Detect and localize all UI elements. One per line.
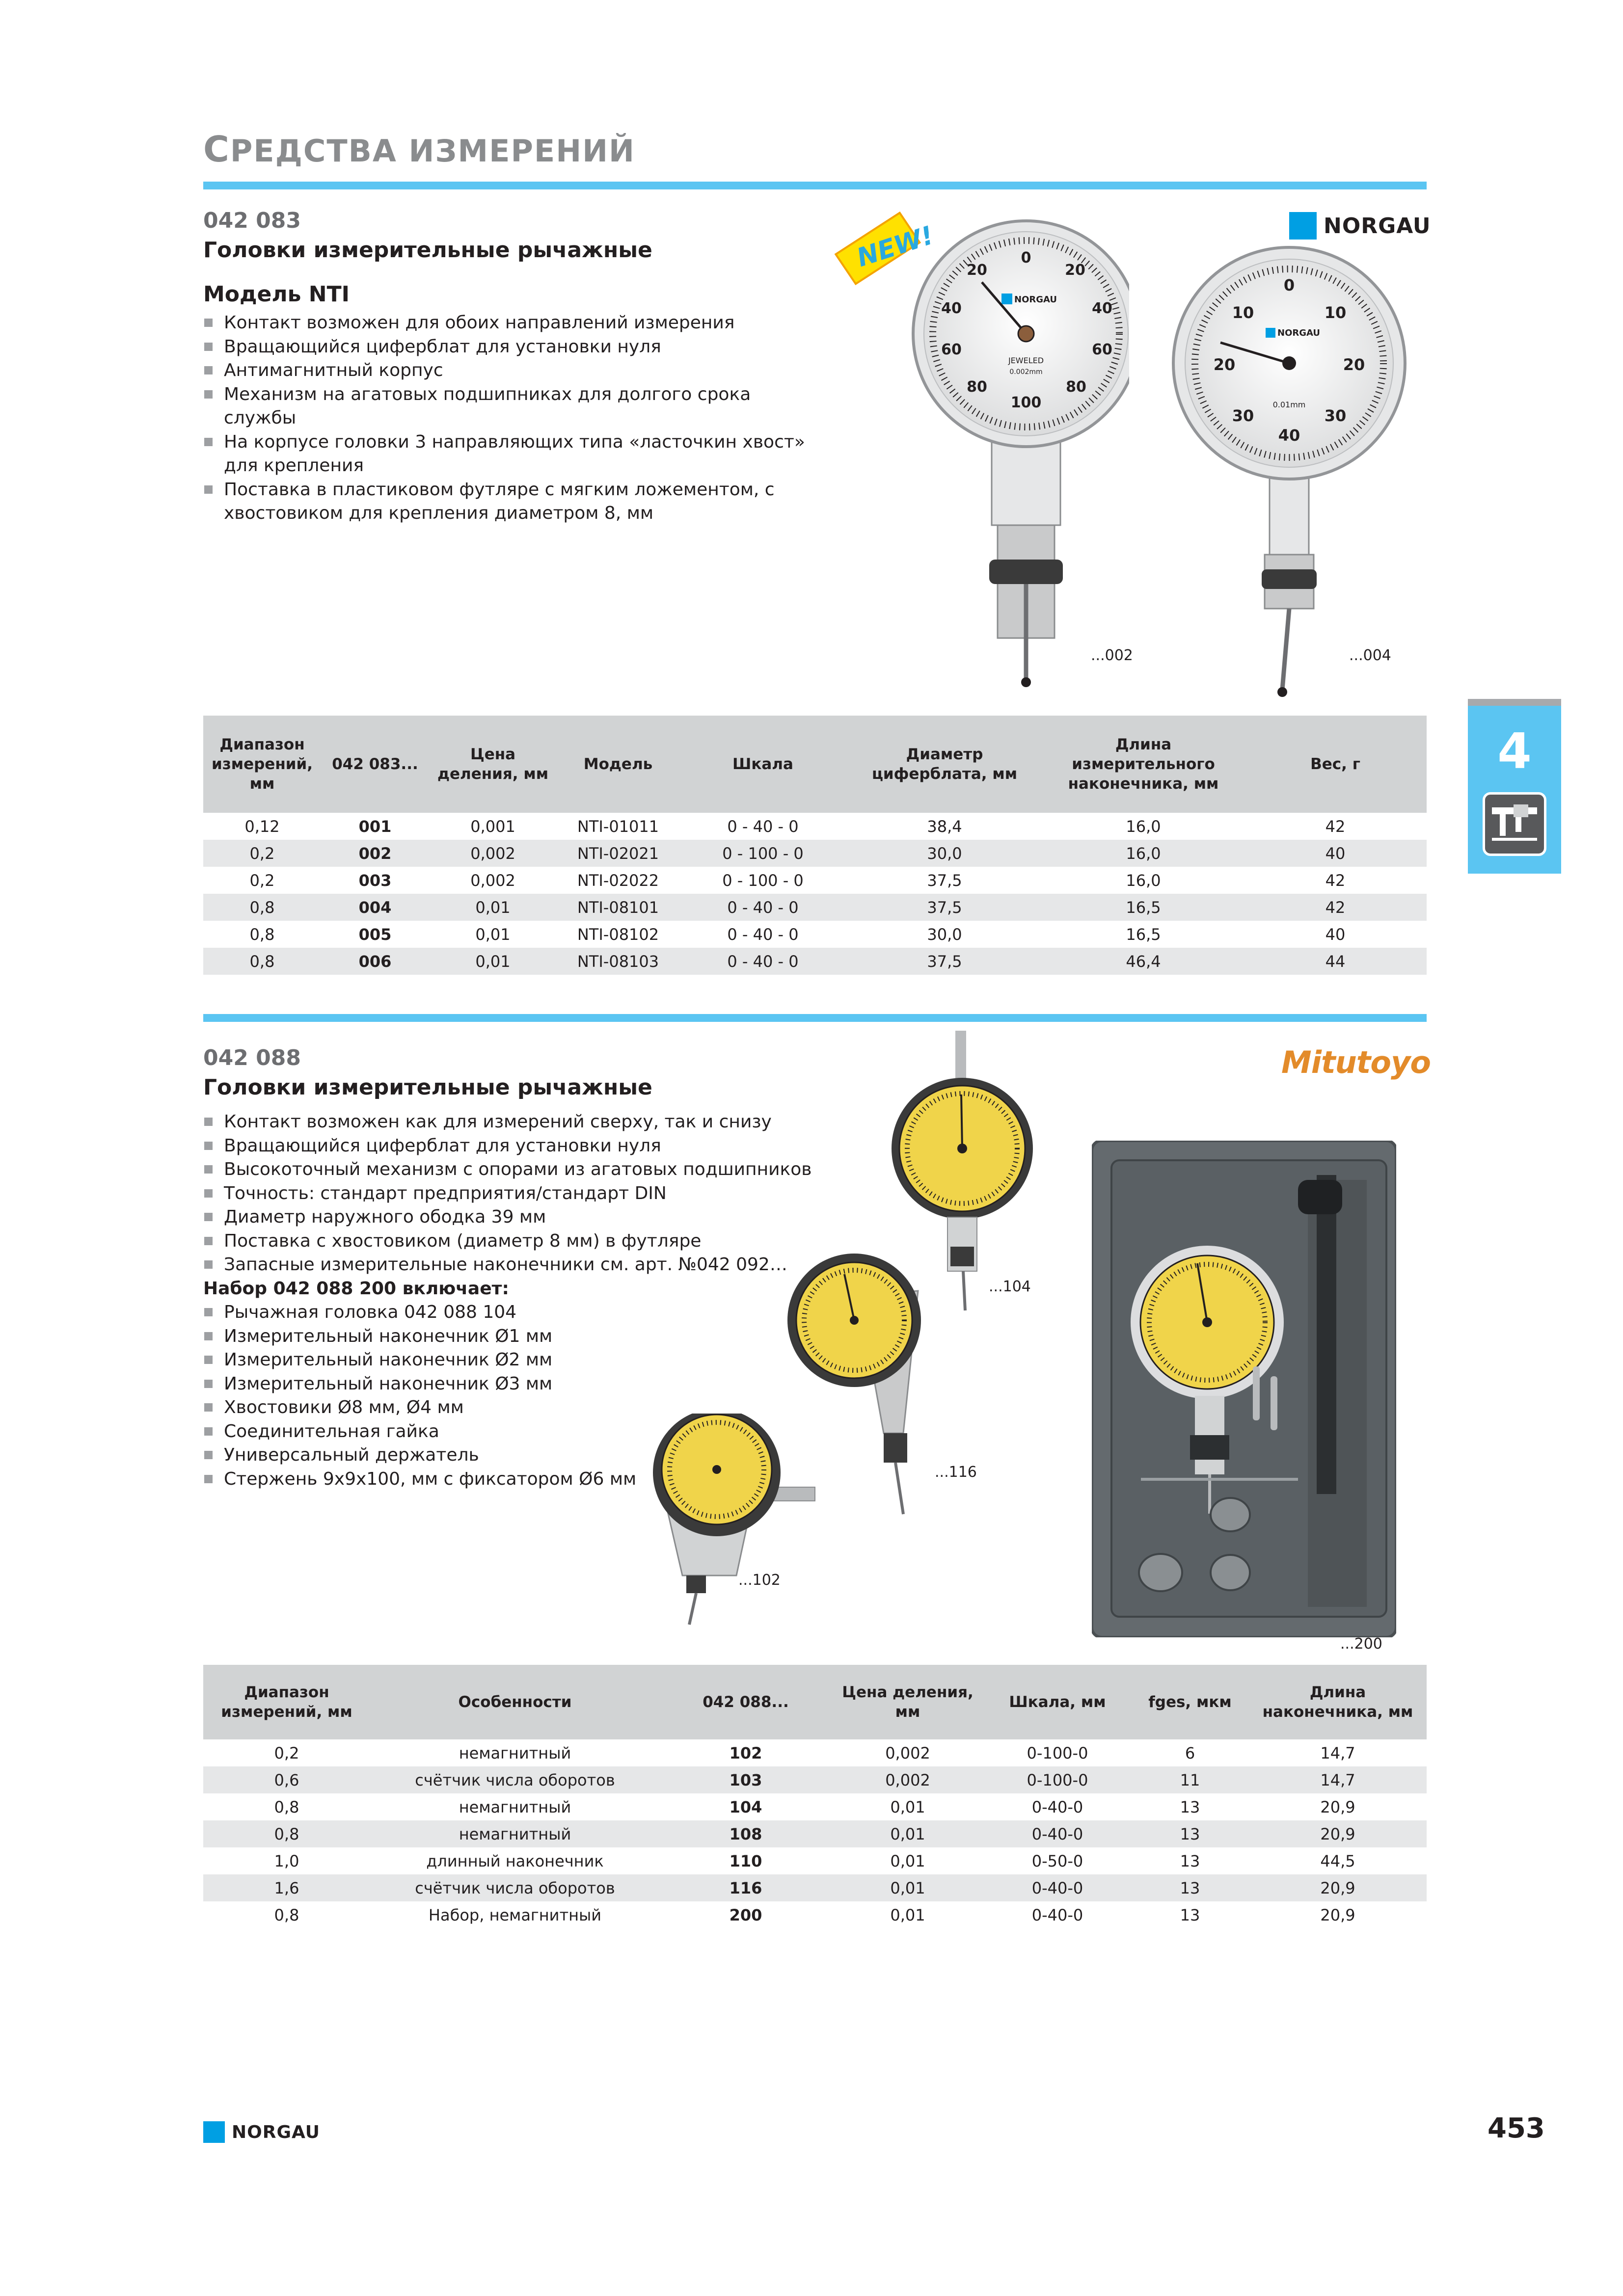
chapter-number: 4 [1497, 722, 1532, 780]
product-image-mitutoyo-102 [638, 1414, 825, 1629]
table-cell: 0-40-0 [1031, 1905, 1083, 1924]
table-cell: 13 [1180, 1905, 1200, 1924]
table-cell: 0,8 [274, 1797, 299, 1816]
norgau-logo-text: NORGAU [1324, 213, 1431, 239]
table-cell: 37,5 [846, 894, 1043, 921]
section1-title: Головки измерительные рычажные [203, 238, 652, 263]
svg-text:40: 40 [1278, 426, 1300, 445]
table-header-cell: Диапазон измерений, мм [203, 716, 321, 813]
table-row [203, 948, 1427, 975]
set-item: Универсальный держатель [203, 1443, 812, 1468]
table-header-cell: Длина наконечника, мм [1249, 1665, 1427, 1739]
table-cell: NTI-08103 [557, 948, 679, 975]
feature-item: Механизм на агатовых подшипниках для долгого срока службы [203, 383, 817, 430]
table-header-cell: Диапазон измерений, мм [203, 1665, 370, 1739]
table-cell: 37,5 [846, 948, 1043, 975]
spec-table-042-088 [203, 1665, 1427, 1928]
table-cell: 0,002 [885, 1743, 930, 1762]
table-cell: 0,2 [203, 840, 321, 867]
table-cell: 16,5 [1043, 894, 1244, 921]
svg-text:10: 10 [1232, 303, 1254, 322]
section2-code: 042 088 [203, 1045, 301, 1070]
feature-item: Запасные измерительные наконечники см. арт. №042 092… [203, 1253, 812, 1277]
svg-text:60: 60 [1092, 341, 1112, 358]
section1-model: Модель NTI [203, 282, 350, 307]
header-rule [203, 182, 1427, 189]
table-cell: 110 [729, 1851, 762, 1870]
table-cell: NTI-02022 [577, 871, 659, 890]
table-cell: 0,01 [890, 1851, 925, 1870]
table-row [203, 1793, 1427, 1820]
table-cell: 0 - 40 - 0 [679, 894, 846, 921]
table-header-cell: Цена деления, мм [429, 716, 557, 813]
section1-feature-list [203, 311, 817, 526]
table-cell: 108 [660, 1820, 832, 1847]
svg-text:0: 0 [1283, 276, 1295, 294]
table-row [203, 1874, 1427, 1901]
table-cell: 30,0 [846, 840, 1043, 867]
table-cell: 30,0 [927, 925, 962, 944]
new-badge-text: NEW! [853, 220, 938, 273]
table-cell: 20,9 [1320, 1797, 1355, 1816]
table-row [203, 1739, 1427, 1766]
table-cell: счётчик числа оборотов [370, 1874, 660, 1901]
caption-004: ...004 [1349, 647, 1391, 664]
chapter-tab[interactable] [1468, 699, 1561, 874]
table-cell: NTI-08102 [577, 925, 659, 944]
norgau-logo [1289, 212, 1431, 240]
new-badge-icon [830, 205, 940, 287]
table-row [203, 1847, 1427, 1874]
table-cell: 004 [321, 894, 429, 921]
feature-item: Антимагнитный корпус [203, 359, 817, 383]
table-cell: 102 [729, 1743, 762, 1762]
caliper-icon [1483, 792, 1546, 856]
table-cell: 0 - 40 - 0 [679, 948, 846, 975]
set-item: Хвостовики Ø8 мм, Ø4 мм [203, 1396, 812, 1420]
svg-text:20: 20 [1213, 355, 1236, 374]
feature-item: Точность: стандарт предприятия/стандарт DIN [203, 1182, 812, 1206]
table-cell: 40 [1244, 840, 1427, 867]
table-header-cell: 042 083... [321, 716, 429, 813]
table-cell: 0-40-0 [1031, 1797, 1083, 1816]
table-cell: 16,5 [1126, 925, 1161, 944]
table-cell: 0,002 [429, 840, 557, 867]
table-header-cell: 042 088... [660, 1665, 832, 1739]
table-cell: 0 - 100 - 0 [679, 840, 846, 867]
svg-text:10: 10 [1324, 303, 1347, 322]
table-cell: 0-40-0 [984, 1874, 1131, 1901]
table-header-cell: Модель [557, 716, 679, 813]
table-cell: 0,2 [274, 1743, 299, 1762]
svg-text:40: 40 [1092, 300, 1112, 317]
table-header-cell: Шкала, мм [984, 1665, 1131, 1739]
table-cell: Набор, немагнитный [428, 1905, 602, 1924]
table-cell: 002 [321, 840, 429, 867]
table-cell: 16,0 [1126, 817, 1161, 836]
set-contents-heading: Набор 042 088 200 включает: [203, 1278, 509, 1299]
table-header-cell: Шкала [679, 716, 846, 813]
svg-text:20: 20 [1065, 262, 1085, 279]
table-cell: 13 [1180, 1797, 1200, 1816]
table-row [203, 840, 1427, 867]
table-cell: 103 [660, 1766, 832, 1793]
table-cell: 13 [1180, 1851, 1200, 1870]
footer-norgau-logo [203, 2121, 320, 2143]
table-header-cell: Диаметр циферблата, мм [846, 716, 1043, 813]
table-cell: 16,0 [1126, 871, 1161, 890]
feature-item: Поставка с хвостовиком (диаметр 8 мм) в футляре [203, 1229, 812, 1254]
svg-text:100: 100 [1010, 394, 1042, 411]
table-cell: 006 [321, 948, 429, 975]
table-cell: 0-100-0 [984, 1766, 1131, 1793]
caption-200: ...200 [1340, 1635, 1382, 1653]
product-image-mitutoyo-set-200 [1092, 1141, 1396, 1637]
table-cell: 0 - 100 - 0 [722, 871, 804, 890]
page-number: 453 [1488, 2112, 1545, 2144]
table-cell: 42 [1244, 894, 1427, 921]
svg-text:0.01mm: 0.01mm [1272, 400, 1306, 409]
set-item: Измерительный наконечник Ø1 мм [203, 1325, 812, 1349]
table-cell: немагнитный [370, 1820, 660, 1847]
table-cell: длинный наконечник [426, 1851, 604, 1870]
svg-text:20: 20 [967, 262, 987, 279]
table-cell: 0,01 [890, 1797, 925, 1816]
table-cell: 46,4 [1043, 948, 1244, 975]
caption-002: ...002 [1091, 647, 1133, 664]
table-cell: 0-40-0 [984, 1820, 1131, 1847]
footer-brand-text: NORGAU [232, 2122, 320, 2142]
table-cell: 0,01 [832, 1874, 984, 1901]
svg-text:NORGAU: NORGAU [1277, 328, 1320, 338]
table-cell: 0,12 [244, 817, 280, 836]
table-cell: 0,8 [203, 948, 321, 975]
table-cell: 0,01 [429, 948, 557, 975]
feature-item: Поставка в пластиковом футляре с мягким ложементом, с хвостовиком для крепления диаметром 8, мм [203, 478, 817, 526]
table-cell: 0 - 40 - 0 [727, 817, 799, 836]
table-cell: 0,001 [470, 817, 515, 836]
table-cell: 0,8 [249, 925, 275, 944]
table-cell: 13 [1131, 1820, 1249, 1847]
table-cell: 0,8 [203, 1820, 370, 1847]
table-row [203, 1766, 1427, 1793]
feature-item: На корпусе головки 3 направляющих типа «ласточкин хвост» для крепления [203, 430, 817, 478]
table-cell: 14,7 [1249, 1766, 1427, 1793]
svg-text:30: 30 [1324, 406, 1347, 425]
table-cell: 11 [1131, 1766, 1249, 1793]
spec-table-042-083 [203, 716, 1427, 975]
svg-text:NORGAU: NORGAU [1014, 294, 1057, 305]
table-cell: NTI-02021 [557, 840, 679, 867]
table-cell: 42 [1325, 871, 1346, 890]
table-header-cell: fges, мкм [1131, 1665, 1249, 1739]
table-row [203, 894, 1427, 921]
table-row [203, 1901, 1427, 1928]
section2-title: Головки измерительные рычажные [203, 1075, 652, 1100]
product-image-nti-004 [1124, 245, 1429, 702]
table-cell: 13 [1131, 1874, 1249, 1901]
table-cell: 003 [358, 871, 392, 890]
feature-item: Контакт возможен как для измерений сверху, так и снизу [203, 1110, 812, 1134]
caption-116: ...116 [935, 1464, 977, 1481]
table-cell: 116 [660, 1874, 832, 1901]
table-cell: 0,01 [890, 1905, 925, 1924]
svg-text:20: 20 [1343, 355, 1365, 374]
table-cell: немагнитный [459, 1743, 571, 1762]
caption-104: ...104 [989, 1278, 1031, 1295]
table-cell: счётчик числа оборотов [370, 1766, 660, 1793]
table-cell: 0,01 [475, 925, 511, 944]
table-header-cell: Вес, г [1244, 716, 1427, 813]
table-header-cell: Особенности [370, 1665, 660, 1739]
table-cell: 200 [729, 1905, 762, 1924]
mitutoyo-logo: Mitutoyo [1281, 1044, 1431, 1080]
table-cell: 0-50-0 [1031, 1851, 1083, 1870]
table-cell: 0,2 [249, 871, 275, 890]
table-cell: 6 [1185, 1743, 1195, 1762]
section1-code: 042 083 [203, 208, 301, 233]
table-cell: 42 [1325, 817, 1346, 836]
table-cell: 005 [358, 925, 392, 944]
table-cell: 40 [1325, 925, 1346, 944]
svg-text:60: 60 [941, 341, 962, 358]
table-cell: 20,9 [1320, 1905, 1355, 1924]
section-divider-rule [203, 1014, 1427, 1022]
set-item: Измерительный наконечник Ø2 мм [203, 1348, 812, 1372]
table-cell: 1,0 [274, 1851, 299, 1870]
svg-text:40: 40 [941, 300, 962, 317]
page-header-title: СРЕДСТВА ИЗМЕРЕНИЙ [203, 129, 635, 170]
table-cell: 44,5 [1320, 1851, 1355, 1870]
set-item: Рычажная головка 042 088 104 [203, 1301, 812, 1325]
table-cell: 16,0 [1043, 840, 1244, 867]
set-item: Соединительная гайка [203, 1420, 812, 1444]
svg-text:30: 30 [1232, 406, 1254, 425]
table-cell: 001 [358, 817, 392, 836]
footer-norgau-square-icon [203, 2121, 225, 2143]
table-cell: 104 [729, 1797, 762, 1816]
table-cell: 0,002 [470, 871, 515, 890]
table-cell: 0,8 [274, 1905, 299, 1924]
table-cell: 0,002 [832, 1766, 984, 1793]
table-row [203, 867, 1427, 894]
table-cell: 20,9 [1249, 1820, 1427, 1847]
feature-item: Вращающийся циферблат для установки нуля [203, 335, 817, 359]
table-cell: немагнитный [459, 1797, 571, 1816]
feature-item: Контакт возможен для обоих направлений измерения [203, 311, 817, 335]
table-row [203, 1820, 1427, 1847]
table-cell: 0 - 40 - 0 [727, 925, 799, 944]
norgau-square-icon [1289, 212, 1317, 240]
table-cell: 0,01 [832, 1820, 984, 1847]
svg-text:JEWELED: JEWELED [1008, 356, 1044, 365]
table-cell: 20,9 [1249, 1874, 1427, 1901]
product-image-nti-002 [825, 196, 1129, 697]
table-cell: 1,6 [203, 1874, 370, 1901]
table-cell: 37,5 [927, 871, 962, 890]
table-cell: NTI-08101 [557, 894, 679, 921]
svg-text:0.002mm: 0.002mm [1009, 368, 1043, 376]
svg-text:80: 80 [1066, 378, 1086, 396]
table-cell: 44 [1244, 948, 1427, 975]
table-cell: 0,01 [429, 894, 557, 921]
table-header-cell: Цена деления, мм [832, 1665, 984, 1739]
caption-102: ...102 [738, 1572, 781, 1589]
table-row [203, 813, 1427, 840]
feature-item: Диаметр наружного ободка 39 мм [203, 1205, 812, 1229]
set-item: Стержень 9x9x100, мм с фиксатором Ø6 мм [203, 1468, 812, 1492]
table-cell: 38,4 [927, 817, 962, 836]
set-item: Измерительный наконечник Ø3 мм [203, 1372, 812, 1396]
table-header-cell: Длина измерительного наконечника, мм [1043, 716, 1244, 813]
table-cell: 0-100-0 [1027, 1743, 1088, 1762]
feature-item: Высокоточный механизм с опорами из агатовых подшипников [203, 1158, 812, 1182]
feature-item: Вращающийся циферблат для установки нуля [203, 1134, 812, 1158]
table-row [203, 921, 1427, 948]
table-cell: 0,8 [203, 894, 321, 921]
svg-text:80: 80 [967, 378, 987, 396]
table-cell: 14,7 [1320, 1743, 1355, 1762]
svg-text:0: 0 [1021, 249, 1031, 267]
table-cell: NTI-01011 [577, 817, 659, 836]
table-cell: 0,6 [203, 1766, 370, 1793]
